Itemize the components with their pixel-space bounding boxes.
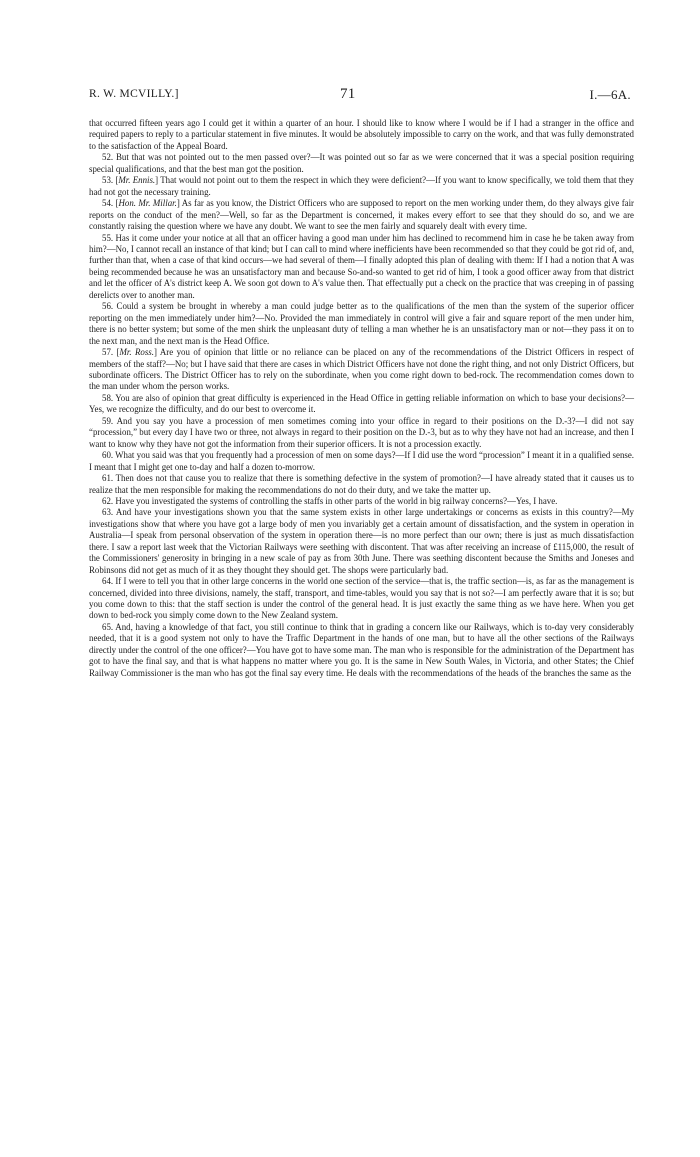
- body-text: [89, 118, 634, 679]
- paragraph: that occurred fifteen years ago I could get it within a quarter of an hour. I should like to know where I would be if I had a stranger in the office and required papers to reply to a particular statement in five minutes. It would be absolutely impossible to carry on the work, and that was fully demonstrated to the satisfaction of the Appeal Board.: [89, 118, 634, 151]
- paragraph: 63. And have your investigations shown you that the same system exists in other large undertakings or concerns as exists in this country?—My investigations show that where you have got a large body of men you invariably get a certain amount of dissatisfaction, and the system in operation in Australia—I speak from personal observation of the system in operation there—is no more perfect than our own; there is just as much dissatisfaction there. I saw a report last week that the Victorian Railways were seething with discontent. That was after receiving an increase of £115,000, the result of the Commissioners' generosity in bringing in a new scale of pay as from 30th June. There was seething discontent because the Smiths and Joneses and Robinsons did not get as much of it as they thought they should get. The shops were particularly bad.: [89, 507, 634, 575]
- paragraph: 58. You are also of opinion that great difficulty is experienced in the Head Office in getting reliable information on which to base your decisions?—Yes, we recognize the difficulty, and do our best to overcome it.: [89, 392, 634, 415]
- paragraph: 52. But that was not pointed out to the men passed over?—It was pointed out so far as we were concerned that it was a special position requiring special qualifications, and that the best man got the position.: [89, 152, 634, 174]
- paragraph: 65. And, having a knowledge of that fact, you still continue to think that in grading a concern like our Railways, which is to-day very considerably needed, that it is a good system not only to have the Traffic Department in the hands of one man, but to have all the other sections of the Railways directly under the control of the one officer?—You have got to have some man. The man who is responsible for the administration of the Department has got to have the final say, and that is what happens no matter where you go. It is the same in New South Wales, in Victoria, and other States; the Chief Railway Commissioner is the man who has got the final say every time. He deals with the recommendations of the heads of the branches the same as the: [89, 621, 634, 678]
- paragraph: 60. What you said was that you frequently had a procession of men on some days?—If I did use the word “procession” I meant it in a qualified sense. I meant that I might get one to-day and half a dozen to-morrow.: [89, 450, 634, 472]
- paragraph: 61. Then does not that cause you to realize that there is something defective in the system of promotion?—I have already stated that it causes us to realize that the men responsible for making the recommendations do not do their duty, and we take the matter up.: [89, 473, 634, 495]
- paragraph: 56. Could a system be brought in whereby a man could judge better as to the qualifications of the men than the system of the superior officer reporting on the men immediately under him?—No. Provided the man immediately in control will give a fair and square report of the men under him, there is no better system; but some of the men shirk the unpleasant duty of telling a man whether he is an unsatisfactory man or not—they pass it on to the next man, and the next man is the Head Office.: [89, 301, 634, 346]
- paragraph: 55. Has it come under your notice at all that an officer having a good man under him has declined to recommend him in case he be taken away from him?—No, I cannot recall an instance of that kind; but I can call to mind where inefficients have been recommended so that they could be got rid of, and, further than that, when a case of that kind occurs—we had several of them—I finally adopted this plan of dealing with them: If I had a notion that A was being recommended because he was an unsatisfactory man and because So-and-so wanted to get rid of him, I took a good officer away from that district and let the officer of A's district keep A. We soon got down to A's value then. That effectually put a check on the practice that was creeping in of passing derelicts over to another man.: [89, 232, 634, 300]
- speaker-name: Mr. Ross.: [119, 347, 154, 358]
- speaker-name: Mr. Ennis.: [118, 175, 156, 186]
- paragraph: 54. [Hon. Mr. Millar.] As far as you know, the District Officers who are supposed to report on the men working under them, do they always give fair reports on the conduct of the men?—Well, so far as the Department is concerned, it makes every effort to see that they should do so, and we are constantly raising the question where we have any doubt. We want to see the men fairly and squarely dealt with every time.: [89, 198, 635, 232]
- running-header-right: I.—6A.: [589, 87, 631, 102]
- paragraph: 64. If I were to tell you that in other large concerns in the world one section of the service—that is, the traffic section—is, as far as the management is concerned, divided into three divisions, namely, the staff, transport, and time-tables, would you say that is not so?—I am perfectly aware that it is so; but you come down to this: that the staff section is under the control of the general head. It is just exactly the same thing as we have here. When you get down to bed-rock you simply come down to the New Zealand system.: [89, 576, 635, 621]
- paragraph: 57. [Mr. Ross.] Are you of opinion that little or no reliance can be placed on any of the recommendations of the District Officers in respect of members of the staff?—No; but I have said that there are cases in which District Officers have not done the right thing, and not only District Officers, but subordinate officers. The District Officer has to rely on the subordinate, when you come right down to bed-rock. The recommendation comes down to the man under whom the person works.: [89, 347, 634, 392]
- paragraph: 62. Have you investigated the systems of controlling the staffs in other parts of the world in big railway concerns?—Yes, I have.: [102, 495, 558, 506]
- paragraph: 53. [Mr. Ennis.] That would not point out to them the respect in which they were deficient?—If you want to know specifically, we told them that they had not got the necessary training.: [89, 175, 634, 197]
- page-number: 71: [340, 86, 356, 102]
- running-header-left: R. W. MCVILLY.]: [89, 88, 179, 100]
- speaker-name: Hon. Mr. Millar.: [118, 198, 177, 209]
- paragraph: 59. And you say you have a procession of men sometimes coming into your office in regard to their positions on the D.-3?—I did not say “procession,” but every day I have two or three, not always in regard to their position on the D.-3, but as to why they have not had an increase, and then I want to know why they have not got the information from their superior officers. It is not a procession exactly.: [89, 415, 634, 449]
